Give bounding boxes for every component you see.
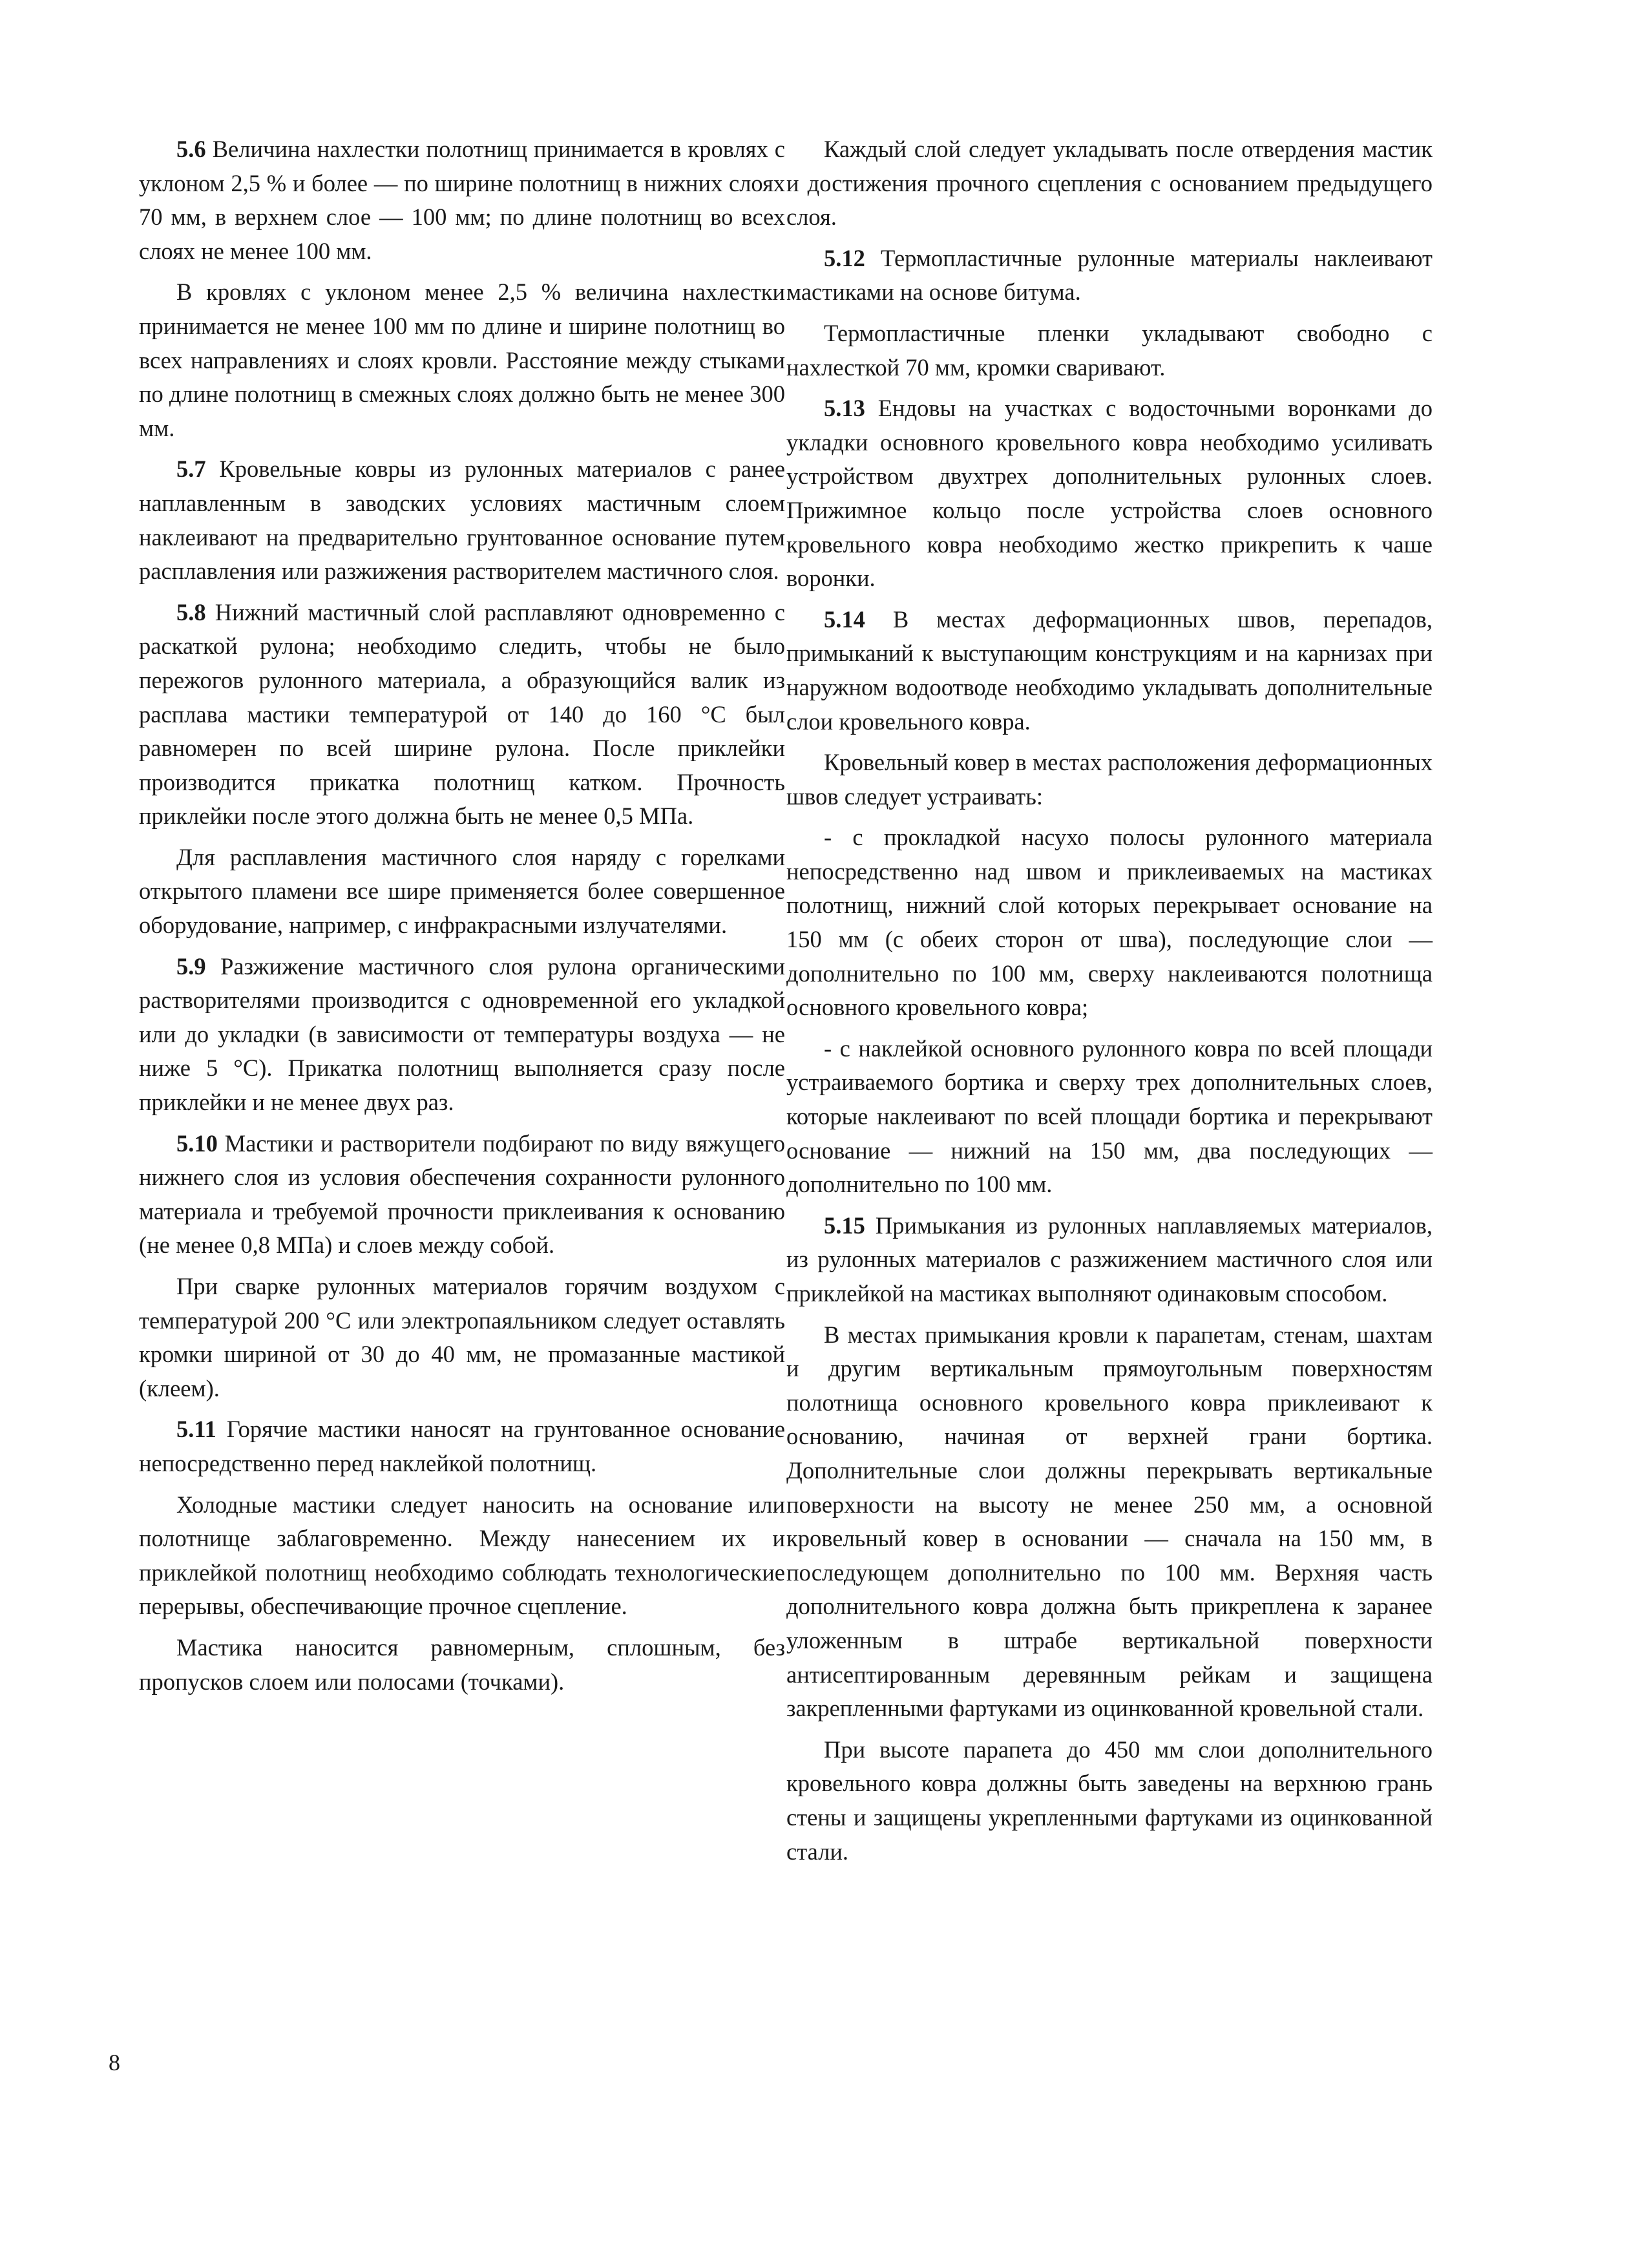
- paragraph-5-14: [786, 603, 1433, 739]
- paragraph-text: Кровельный ковер в местах расположения деформационных швов следует устраивать:: [786, 749, 1433, 810]
- clause-number: 5.14: [824, 605, 865, 633]
- paragraph-text: Каждый слой следует укладывать после отвердения мастик и достижения прочного сцепления с основанием предыдущего слоя.: [786, 136, 1433, 231]
- paragraph: [786, 1318, 1433, 1726]
- paragraph: [139, 841, 785, 943]
- paragraph: [786, 317, 1433, 384]
- clause-number: 5.12: [824, 244, 865, 271]
- paragraph-text: Кровельные ковры из рулонных материалов с ранее наплавленным в заводских условиях мастичным слоем наклеивают на предварительно грунтованное основание путем расплавления или разжижения растворителем мастичного слоя.: [139, 456, 785, 585]
- paragraph: [786, 746, 1433, 814]
- paragraph-5-8: [139, 596, 785, 834]
- paragraph-5-9: [139, 950, 785, 1120]
- paragraph-text: При сварке рулонных материалов горячим воздухом с температурой 200 °С или электропаяльником следует оставлять кромки шириной от 30 до 40 мм, не промазанные мастикой (клеем).: [139, 1273, 785, 1402]
- paragraph-text: Горячие мастики наносят на грунтованное основание непосредственно перед наклейкой полотнищ.: [139, 1416, 785, 1476]
- clause-number: 5.10: [176, 1129, 218, 1157]
- list-item: [786, 1032, 1433, 1202]
- paragraph-text: Примыкания из рулонных наплавляемых материалов, из рулонных материалов с разжижением мастичного слоя или приклейкой на мастиках выполняют одинаковым способом.: [786, 1212, 1433, 1307]
- paragraph-text: - с прокладкой насухо полосы рулонного материала непосредственно над швом и приклеиваемых на мастиках полотнищ, нижний слой которых перекрывает основание на 150 мм (с обеих сторон от шва), последующие слои — дополнительно по 100 мм, сверху наклеиваются полотнища основного кровельного ковра;: [786, 824, 1433, 1021]
- paragraph-5-6: [139, 132, 785, 268]
- paragraph-5-7: [139, 452, 785, 588]
- clause-number: 5.7: [176, 456, 206, 483]
- paragraph-text: Величина нахлестки полотнищ принимается в кровлях с уклоном 2,5 % и более — по ширине полотнищ в нижних слоях 70 мм, в верхнем слое — 100 мм; по длине полотнищ во всех слоях не менее 100 мм.: [139, 136, 785, 264]
- page-number: 8: [109, 2050, 120, 2075]
- paragraph: [139, 1270, 785, 1405]
- paragraph-text: В кровлях с уклоном менее 2,5 % величина нахлестки принимается не менее 100 мм по длине и ширине полотнищ во всех направлениях и слоях кровли. Расстояние между стыками по длине полотнищ в смежных слоях должно быть не менее 300 мм.: [139, 278, 785, 441]
- right-column: [786, 132, 1433, 1876]
- paragraph: [139, 1631, 785, 1699]
- paragraph-text: Нижний мастичный слой расплавляют одновременно с раскаткой рулона; необходимо следить, чтобы не было пережогов рулонного материала, а образующийся валик из расплава мастики температурой от 140 до 160 °С был равномерен по всей ширине рулона. После приклейки производится прикатка полотнищ катком. Прочность приклейки после этого должна быть не менее 0,5 МПа.: [139, 598, 785, 830]
- paragraph-5-13: [786, 392, 1433, 596]
- paragraph: [786, 132, 1433, 235]
- paragraph-5-11: [139, 1412, 785, 1480]
- paragraph-5-12: [786, 242, 1433, 310]
- paragraph-text: Термопластичные пленки укладывают свободно с нахлесткой 70 мм, кромки сваривают.: [786, 319, 1433, 381]
- paragraph-text: Мастика наносится равномерным, сплошным, без пропусков слоем или полосами (точками).: [139, 1633, 785, 1695]
- paragraph: [139, 275, 785, 445]
- list-item: [786, 821, 1433, 1025]
- left-column: [139, 132, 785, 1706]
- paragraph-text: Ендовы на участках с водосточными воронками до укладки основного кровельного ковра необходимо усиливать устройством двухтрех дополнительных рулонных слоев. Прижимное кольцо после устройства слоев основного кровельного ковра необходимо жестко прикрепить к чаше воронки.: [786, 395, 1433, 592]
- clause-number: 5.9: [176, 952, 206, 980]
- paragraph-text: В местах примыкания кровли к парапетам, стенам, шахтам и другим вертикальным прямоугольным поверхностям полотнища основного кровельного ковра приклеивают к основанию, начиная от верхней грани бортика. Дополнительные слои должны перекрывать вертикальные поверхности на высоту не менее 250 мм, а основной кровельный ковер в основании — сначала на 150 мм, в последующем дополнительно по 100 мм. Верхняя часть дополнительного ковра должна быть прикреплена к заранее уложенным в штрабе вертикальной поверхности антисептированным деревянным рейкам и защищена закрепленными фартуками из оцинкованной кровельной стали.: [786, 1321, 1433, 1722]
- paragraph-text: Разжижение мастичного слоя рулона органическими растворителями производится с одновременной его укладкой или до укладки (в зависимости от температуры воздуха — не ниже 5 °С). Прикатка полотнищ выполняется сразу после приклейки и не менее двух раз.: [139, 952, 785, 1116]
- paragraph-5-15: [786, 1209, 1433, 1311]
- paragraph-text: В местах деформационных швов, перепадов, примыканий к выступающим конструкциям и на карнизах при наружном водоотводе необходимо укладывать дополнительные слои кровельного ковра.: [786, 605, 1433, 735]
- paragraph: [139, 1488, 785, 1624]
- paragraph-text: - с наклейкой основного рулонного ковра по всей площади устраиваемого бортика и сверху трех дополнительных слоев, которые наклеивают по всей площади бортика и перекрывают основание — нижний на 150 мм, два последующих — дополнительно по 100 мм.: [786, 1034, 1433, 1198]
- clause-number: 5.6: [176, 136, 206, 162]
- clause-number: 5.8: [176, 598, 206, 625]
- paragraph-text: При высоте парапета до 450 мм слои дополнительного кровельного ковра должны быть заведены на верхнюю грань стены и защищены укрепленными фартуками из оцинкованной стали.: [786, 1736, 1433, 1865]
- paragraph-text: Термопластичные рулонные материалы наклеивают мастиками на основе битума.: [786, 244, 1433, 306]
- paragraph-text: Для расплавления мастичного слоя наряду с горелками открытого пламени все шире применяется более совершенное оборудование, например, с инфракрасными излучателями.: [139, 843, 785, 939]
- paragraph: [786, 1733, 1433, 1869]
- paragraph-text: Мастики и растворители подбирают по виду вяжущего нижнего слоя из условия обеспечения сохранности рулонного материала и требуемой прочности приклеивания к основанию (не менее 0,8 МПа) и слоев между собой.: [139, 1129, 785, 1259]
- clause-number: 5.13: [824, 395, 865, 422]
- clause-number: 5.11: [176, 1416, 216, 1443]
- paragraph-5-10: [139, 1127, 785, 1263]
- paragraph-text: Холодные мастики следует наносить на основание или полотнище заблаговременно. Между нанесением их и приклейкой полотнищ необходимо соблюдать технологические перерывы, обеспечивающие прочное сцепление.: [139, 1491, 785, 1620]
- clause-number: 5.15: [824, 1212, 865, 1239]
